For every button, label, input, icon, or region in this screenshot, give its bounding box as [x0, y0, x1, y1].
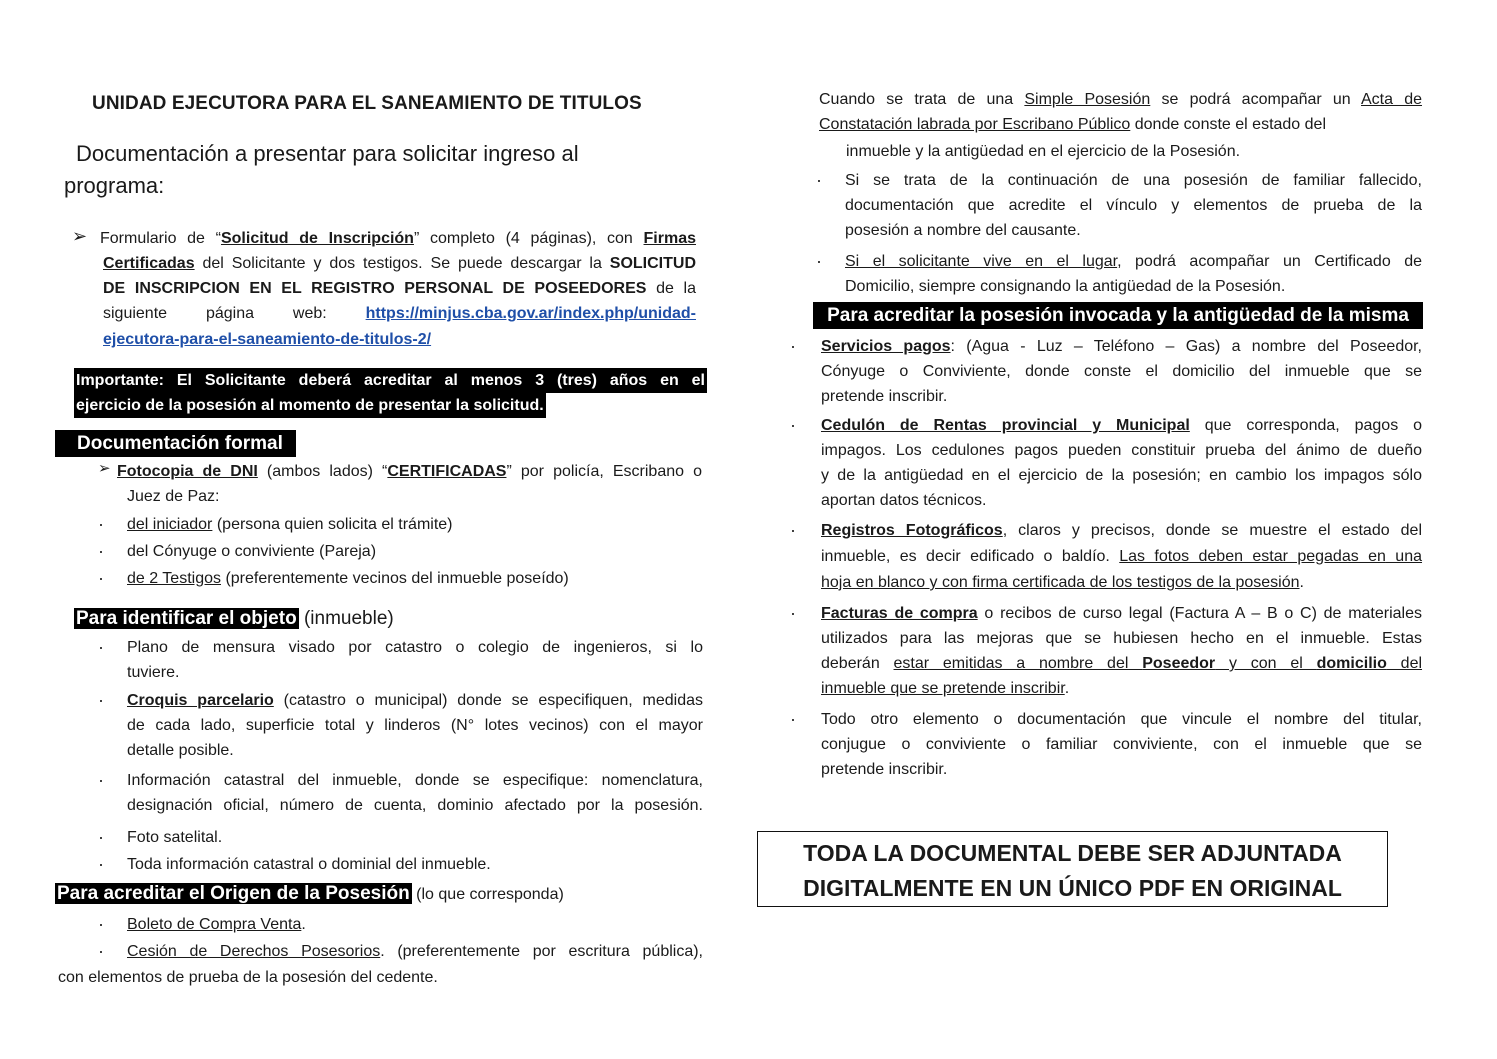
download-link[interactable]: https://minjus.cba.gov.ar/index.php/unidad-: [365, 305, 696, 322]
doc-formal-heading: Documentación formal: [55, 430, 296, 457]
simple-posesion-text: Simple Posesión: [1024, 91, 1151, 108]
pdf-notice-line-1: TODA LA DOCUMENTAL DEBE SER ADJUNTADA: [803, 840, 1342, 866]
todo-line-1: Todo otro elemento o documentación que vincule el nombre del titular,: [821, 711, 1422, 728]
facturas-underlined: del: [1386, 655, 1423, 672]
servicios-line-2: Cónyuge o Conviviente, donde conste el domicilio del inmueble que se: [821, 363, 1422, 380]
registros-underlined: una: [1385, 548, 1423, 565]
bullet-icon: ·: [790, 520, 796, 540]
origen-suffix: (lo que corresponda): [411, 886, 564, 903]
plano-line-1: Plano de mensura visado por catastro o colegio de ingenieros, si lo: [127, 639, 703, 656]
form-line-2: [103, 251, 696, 276]
cedulon-line-3: y de la antigüedad en el ejercicio de la posesión; en cambio los impagos sólo: [821, 467, 1422, 484]
arrow-bullet-icon: ➢: [72, 226, 88, 246]
certificadas-text: CERTIFICADAS: [387, 463, 507, 480]
croquis-line-2: de cada lado, superficie total y linderos (N° lotes vecinos) con el mayor: [127, 717, 703, 734]
solicitud-text: SOLICITUD: [609, 255, 696, 272]
form-text: Formulario de “: [100, 230, 221, 247]
bullet-icon: ·: [98, 854, 104, 874]
facturas-text: Facturas de compra: [821, 605, 978, 622]
dni-item-conyuge: [127, 539, 376, 564]
bullet-icon: ·: [98, 914, 104, 934]
origen-heading-row: [55, 881, 564, 908]
registros-underlined: hoja en blanco y con firma certificada de los testigos de la posesión: [821, 574, 1300, 591]
intro-line-2: programa:: [64, 173, 165, 198]
boleto-end: .: [301, 916, 306, 933]
bullet-icon: ·: [98, 541, 104, 561]
facturas-underlined: inmueble que se pretende inscribir: [821, 680, 1065, 697]
important-notice-line-2: ejercicio de la posesión al momento de presentar la solicitud.: [74, 393, 546, 418]
form-name: Solicitud de Inscripción: [220, 230, 414, 247]
simple-line-1: [819, 87, 1422, 112]
facturas-line-2: utilizados para las mejoras que se hubiesen hecho en el inmueble. Estas: [821, 630, 1422, 647]
dni-text: (ambos lados) “: [257, 463, 388, 480]
download-link-continued[interactable]: ejecutora-para-el-saneamiento-de-titulos-2/: [103, 331, 432, 348]
dni-item-iniciador: [127, 512, 453, 537]
bullet-icon: ·: [98, 568, 104, 588]
bullet-icon: ·: [816, 251, 822, 271]
info-line-2: designación oficial, número de cuenta, dominio afectado por la posesión.: [127, 797, 703, 814]
bullet-icon: ·: [98, 514, 104, 534]
servicios-text: : (Agua - Luz – Teléfono – Gas) a nombre del Poseedor,: [950, 338, 1423, 355]
cesion-line-1: [127, 939, 703, 964]
facturas-underlined: y con el: [1215, 655, 1317, 672]
registros-line-1: [821, 518, 1422, 543]
bullet-icon: ·: [790, 709, 796, 729]
item-text: del Cónyuge o conviviente (Pareja): [127, 543, 377, 560]
toda-informacion: Toda información catastral o dominial del inmueble.: [127, 856, 491, 873]
acreditar-heading: Para acreditar la posesión invocada y la antigüedad de la misma: [813, 302, 1423, 329]
cedulon-line-2: impagos. Los cedulones pagos pueden constituir prueba del ánimo de dueño: [821, 442, 1422, 459]
registros-end: .: [1299, 574, 1304, 591]
cesion-line-2: con elementos de prueba de la posesión del cedente.: [58, 969, 438, 986]
bullet-icon: ·: [98, 690, 104, 710]
objeto-suffix: (inmueble): [298, 608, 394, 629]
registros-line-3: [821, 570, 1304, 595]
bullet-icon: ·: [98, 941, 104, 961]
form-text: de la: [646, 280, 696, 297]
familiar-line-3: posesión a nombre del causante.: [845, 222, 1081, 239]
objeto-heading-row: [74, 606, 394, 632]
servicios-line-1: [821, 334, 1422, 359]
croquis-text: (catastro o municipal) donde se especifiquen, medidas: [273, 692, 704, 709]
registros-line-2: [821, 544, 1422, 569]
bullet-icon: ·: [790, 415, 796, 435]
facturas-underlined: estar emitidas a nombre del: [893, 655, 1143, 672]
familiar-line-2: documentación que acredite el vínculo y elementos de prueba de la: [845, 197, 1422, 214]
form-text: siguiente página web:: [103, 305, 366, 322]
facturas-line-3: [821, 651, 1422, 676]
intro-line-1: Documentación a presentar para solicitar ingreso al: [76, 141, 579, 166]
registros-text: , claros y precisos, donde se muestre el estado del: [1002, 522, 1422, 539]
cedulon-text: Cedulón de Rentas provincial y Municipal: [821, 417, 1190, 434]
bullet-icon: ·: [98, 827, 104, 847]
croquis-line-1: [127, 688, 703, 713]
registros-text: inmueble, es decir edificado o baldío.: [821, 548, 1120, 565]
domicilio-text: domicilio: [1316, 655, 1387, 672]
document-title: UNIDAD EJECUTORA PARA EL SANEAMIENTO DE TITULOS: [92, 93, 642, 114]
familiar-line-1: Si se trata de la continuación de una posesión de familiar fallecido,: [845, 172, 1422, 189]
vive-line-1: [845, 249, 1422, 274]
facturas-text: o recibos de curso legal (Factura A – B o C) de materiales: [977, 605, 1423, 622]
cedulon-text: que corresponda, pagos o: [1189, 417, 1423, 434]
boleto-text: Boleto de Compra Venta: [127, 916, 302, 933]
servicios-text: Servicios pagos: [821, 338, 951, 355]
form-text: del Solicitante y dos testigos. Se puede descargar la: [194, 255, 610, 272]
certificadas-text: Certificadas: [103, 255, 195, 272]
dni-line-1: [117, 459, 702, 484]
simple-text: Cuando se trata de una: [819, 91, 1025, 108]
acta-text: Constatación labrada por Escribano Público: [819, 116, 1131, 133]
bullet-icon: ·: [816, 170, 822, 190]
important-notice-line-1: Importante: El Solicitante deberá acreditar al menos 3 (tres) años en el: [74, 368, 707, 393]
registros-text: Registros Fotográficos: [821, 522, 1003, 539]
cesion-text: Cesión de Derechos Posesorios: [127, 943, 381, 960]
form-line-5: [103, 327, 431, 352]
vive-text: Si el solicitante vive en el lugar: [845, 253, 1118, 270]
item-underlined: del iniciador: [127, 516, 213, 533]
bullet-icon: ·: [790, 336, 796, 356]
poseedor-text: Poseedor: [1142, 655, 1216, 672]
foto-satelital: Foto satelital.: [127, 829, 223, 846]
bullet-icon: ·: [790, 603, 796, 623]
item-text: (preferentemente vecinos del inmueble poseído): [221, 570, 569, 587]
bullet-icon: ·: [98, 770, 104, 790]
facturas-text: deberán: [821, 655, 894, 672]
item-text: (persona quien solicita el trámite): [212, 516, 453, 533]
origen-heading: Para acreditar el Origen de la Posesión: [57, 883, 410, 904]
registro-text: DE INSCRIPCION EN EL REGISTRO PERSONAL DE POSEEDORES: [103, 280, 647, 297]
cesion-text: . (preferentemente por escritura pública),: [380, 943, 703, 960]
dni-text: ” por policía, Escribano o: [506, 463, 703, 480]
facturas-end: .: [1064, 680, 1070, 697]
croquis-text: Croquis parcelario: [127, 692, 274, 709]
arrow-bullet-icon: ➢: [98, 460, 111, 477]
dni-line-2: Juez de Paz:: [127, 488, 220, 505]
bullet-icon: ·: [98, 637, 104, 657]
cedulon-line-4: aportan datos técnicos.: [821, 492, 987, 509]
form-line-3: [103, 276, 696, 301]
form-text: ” completo (4 páginas), con: [413, 230, 644, 247]
pdf-notice-box: [757, 831, 1388, 907]
simple-text: se podrá acompañar un: [1150, 91, 1361, 108]
plano-line-2: tuviere.: [127, 664, 180, 681]
simple-line-2: [819, 112, 1326, 137]
facturas-line-4: [821, 676, 1069, 701]
boleto-item: [127, 912, 306, 937]
pdf-notice-line-2: DIGITALMENTE EN UN ÚNICO PDF EN ORIGINAL: [803, 875, 1342, 901]
form-line-4: [103, 301, 696, 326]
item-underlined: de 2 Testigos: [127, 570, 221, 587]
vive-line-2: Domicilio, siempre consignando la antigüedad de la Posesión.: [845, 278, 1286, 295]
croquis-line-3: detalle posible.: [127, 742, 234, 759]
servicios-line-3: pretende inscribir.: [821, 388, 948, 405]
acta-text: Acta de: [1361, 91, 1422, 108]
firmas-text: Firmas: [643, 230, 696, 247]
vive-text: , podrá acompañar un Certificado de: [1117, 253, 1422, 270]
cedulon-line-1: [821, 413, 1422, 438]
dni-item-testigos: [127, 566, 569, 591]
objeto-heading: Para identificar el objeto: [76, 608, 297, 629]
dni-text: Fotocopia de DNI: [117, 463, 258, 480]
simple-line-3: inmueble y la antigüedad en el ejercicio de la Posesión.: [846, 143, 1241, 160]
todo-line-2: conjugue o conviviente o familiar conviviente, con el inmueble que se: [821, 736, 1422, 753]
facturas-line-1: [821, 601, 1422, 626]
todo-line-3: pretende inscribir.: [821, 761, 948, 778]
simple-text: donde conste el estado del: [1130, 116, 1326, 133]
registros-underlined: Las fotos deben estar pegadas en: [1119, 548, 1386, 565]
form-line-1: [100, 226, 696, 251]
info-line-1: Información catastral del inmueble, donde se especifique: nomenclatura,: [127, 772, 703, 789]
